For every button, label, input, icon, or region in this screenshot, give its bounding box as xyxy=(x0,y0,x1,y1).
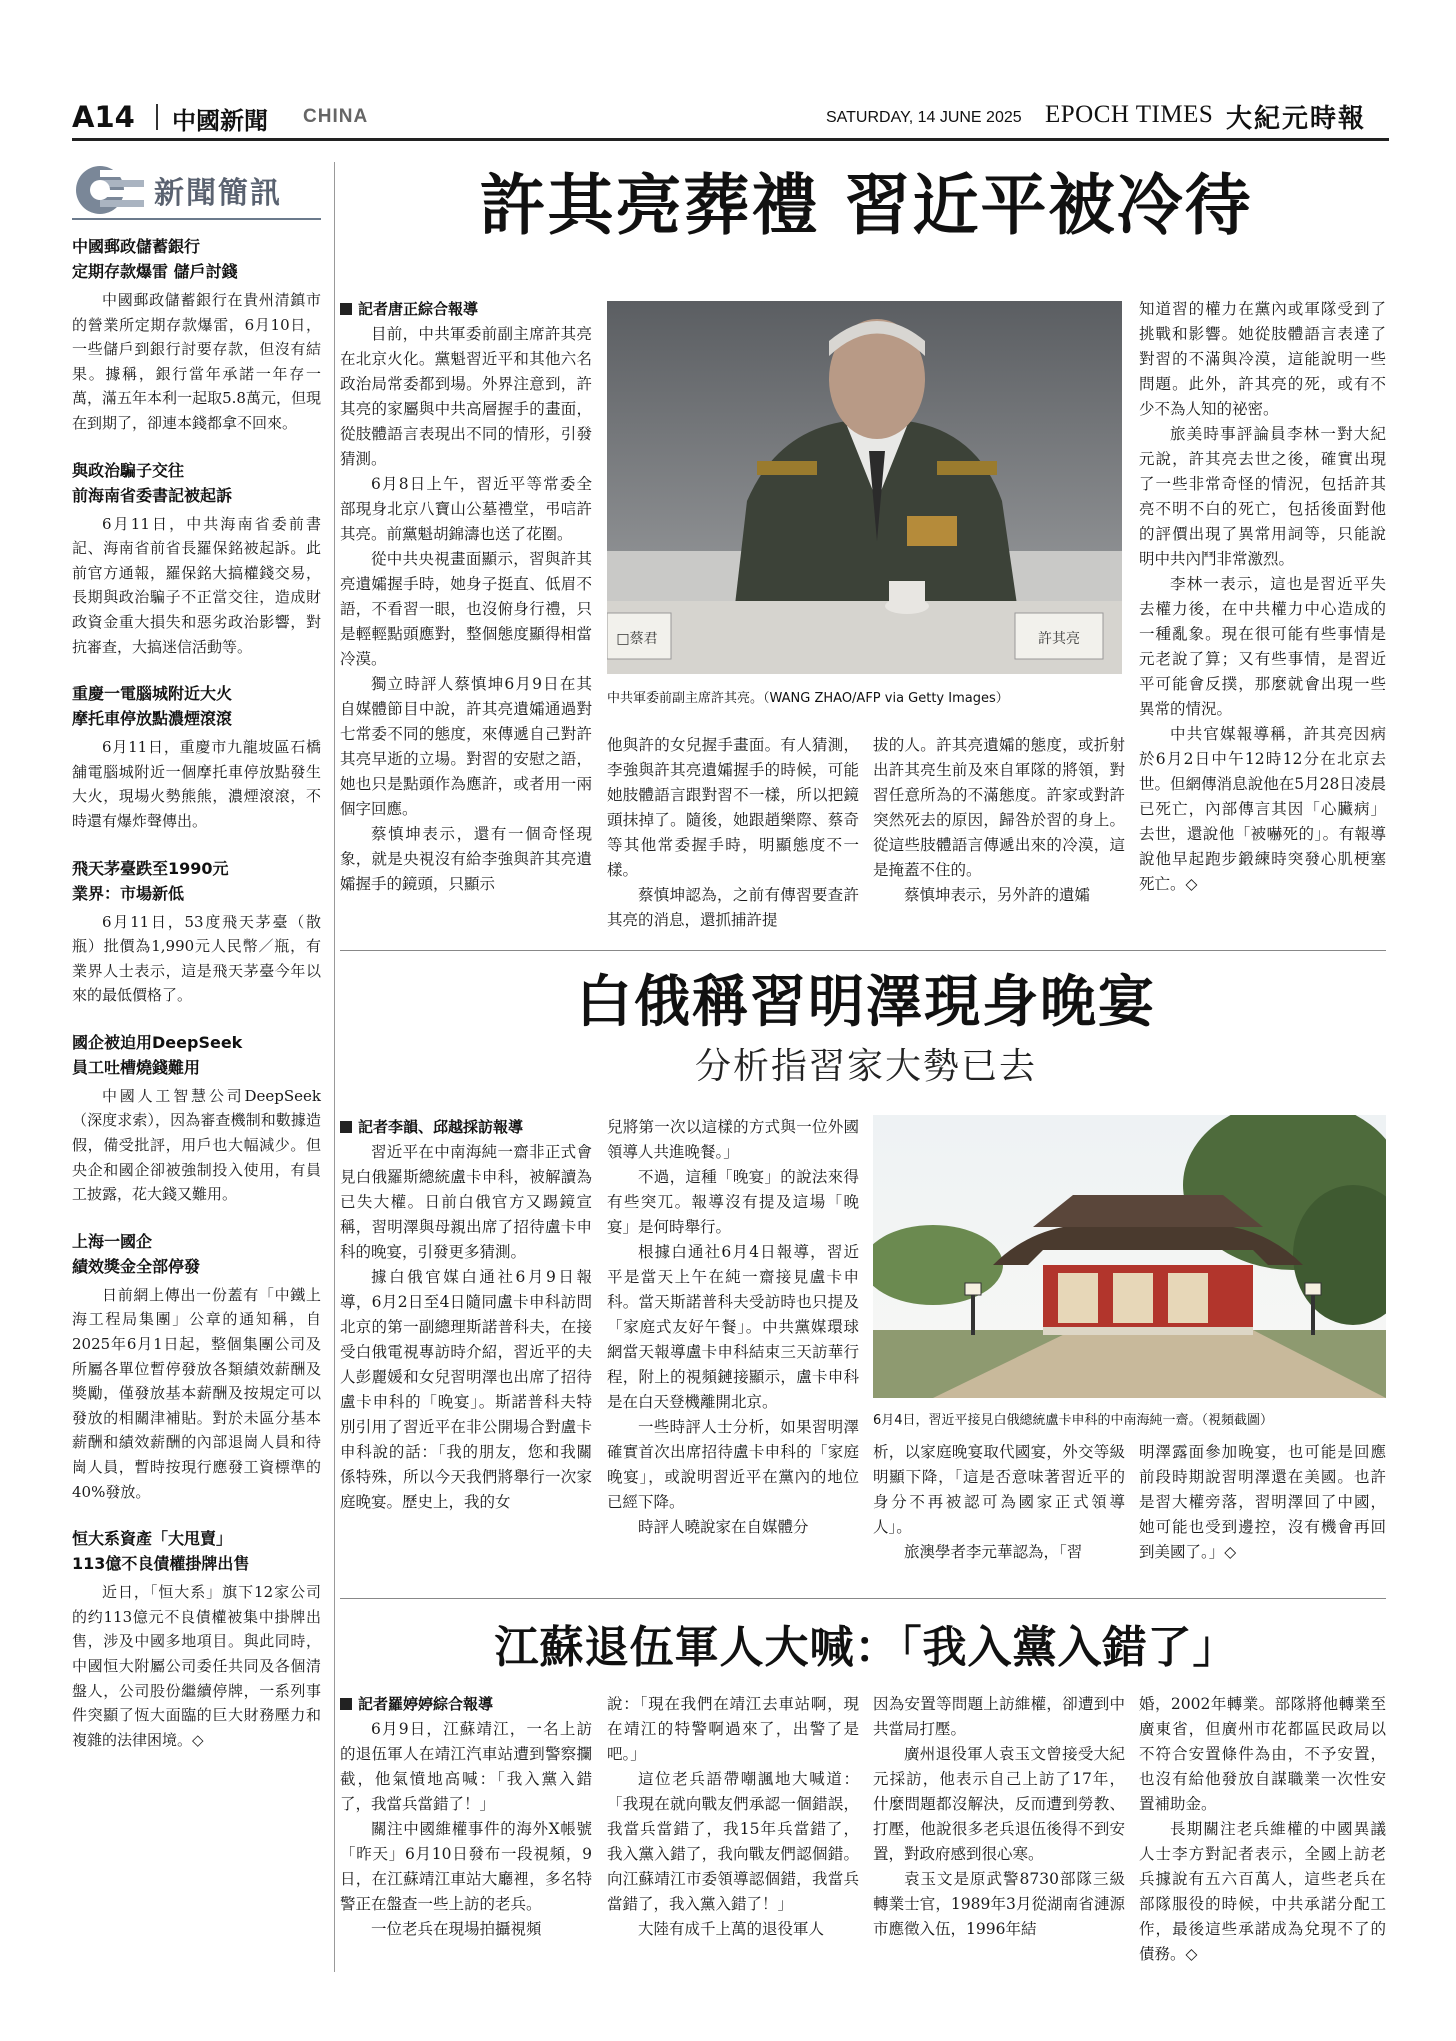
article-paragraph: 不過，這種「晚宴」的說法來得有些突兀。報導沒有提及這場「晚宴」是何時舉行。 xyxy=(607,1168,859,1236)
story1-column-4 xyxy=(1139,297,1386,897)
story2-column-3 xyxy=(873,1440,1125,1565)
story1-caption: 中共軍委前副主席許其亮。（WANG ZHAO/AFP via Getty Images） xyxy=(607,691,1009,706)
story-divider xyxy=(340,1598,1386,1599)
article-paragraph: 明澤露面參加晚宴，也可能是回應前段時期說習明澤還在美國。也許是習大權旁落，習明澤回了中國，她可能也受到邊控，沒有機會再回到美國了。」◇ xyxy=(1139,1443,1386,1561)
briefs-logo-icon xyxy=(74,164,146,216)
photo-placard-right: 許其亮 xyxy=(1038,631,1080,647)
story3-byline-text: 記者羅婷婷綜合報導 xyxy=(358,1695,494,1713)
story3-column-4 xyxy=(1139,1692,1386,1967)
article-paragraph: 李林一表示，這也是習近平失去權力後，在中共權力中心造成的一種亂象。現在很可能有些事情是元老說了算；又有些事情，是習近平可能會反撲，那麼就會出現一些異常的情況。 xyxy=(1139,575,1386,718)
section-title: 中國新聞 xyxy=(172,107,268,135)
brief-body: 6月11日，重慶市九龍坡區石橋舖電腦城附近一個摩托車停放點發生大火，現場火勢熊熊，濃煙滾滾，不時還有爆炸聲傳出。 xyxy=(72,738,321,830)
story2-caption: 6月4日，習近平接見白俄總統盧卡申科的中南海純一齋。（視頻截圖） xyxy=(873,1413,1274,1428)
story3-headline: 江蘇退伍軍人大喊：「我入黨入錯了」 xyxy=(494,1622,1238,1673)
brief-item xyxy=(72,1526,321,1752)
article-paragraph: 蔡慎坤表示，另外許的遺孀 xyxy=(904,886,1091,904)
article-paragraph: 6月8日上午，習近平等常委全部現身北京八寶山公墓禮堂，弔唁許其亮。前黨魁胡錦濤也送了花圈。 xyxy=(340,475,592,543)
issue-date: SATURDAY, 14 JUNE 2025 xyxy=(826,109,1022,126)
photo-placard-left: □蔡君 xyxy=(616,631,658,647)
article-paragraph: 這位老兵語帶嘲諷地大喊道：「我現在就向戰友們承認一個錯誤，我當兵當錯了，我15年兵當錯了，我入黨入錯了，我向戰友們認個錯。向江蘇靖江市委領導認個錯，我當兵當錯了，我入黨入錯了！」 xyxy=(607,1770,859,1913)
article-paragraph: 關注中國維權事件的海外X帳號「昨天」6月10日發布一段視頻，9日，在江蘇靖江車站大廳裡，多名特警正在盤查一些上訪的老兵。 xyxy=(340,1820,592,1913)
brief-item xyxy=(72,1030,321,1207)
brief-body: 中國郵政儲蓄銀行在貴州清鎮市的營業所定期存款爆雷，6月10日，一些儲戶到銀行討要存款，但沒有結果。據稱，銀行當年承諾一年存一萬，滿五年本利一起取5.8萬元，但現在到期了，卻連本錢都拿不回來。 xyxy=(72,291,321,432)
article-paragraph: 時評人曉說家在自媒體分 xyxy=(638,1518,809,1536)
story1-photo xyxy=(607,301,1122,674)
article-paragraph: 旅美時事評論員李林一對大紀元說，許其亮去世之後，確實出現了一些非常奇怪的情況，包括許其亮不明不白的死亡，包括後面對他的評價出現了異常用詞等，只能說明中共內鬥非常激烈。 xyxy=(1139,425,1386,568)
article-paragraph: 蔡慎坤表示，還有一個奇怪現象，就是央視沒有給李強與許其亮遺孀握手的鏡頭，只顯示 xyxy=(340,825,592,893)
brief-item xyxy=(72,681,321,833)
brief-item xyxy=(72,1229,321,1504)
briefs-logo xyxy=(72,160,321,220)
article-paragraph: 中共官媒報導稱，許其亮因病於6月2日中午12時12分在北京去世。但網傳消息說他在5月28日凌晨已死亡，內部傳言其因「心臟病」去世，還說他「被嚇死的」。有報導說他早起跑步鍛練時突發心肌梗塞死亡。◇ xyxy=(1139,725,1386,893)
article-paragraph: 旅澳學者李元華認為，「習 xyxy=(904,1543,1083,1561)
brief-title: 重慶一電腦城附近大火 摩托車停放點濃煙滾滾 xyxy=(72,684,233,729)
article-paragraph: 析，以家庭晚宴取代國宴，外交等級明顯下降，「這是否意味著習近平的身分不再被認可為國家正式領導人」。 xyxy=(873,1443,1125,1536)
article-paragraph: 因為安置等問題上訪維權，卻遭到中共當局打壓。 xyxy=(873,1695,1125,1738)
article-paragraph: 他與許的女兒握手畫面。有人猜測，李強與許其亮遺孀握手的時候，可能她肢體語言跟對習不一樣，所以把鏡頭抹掉了。隨後，她跟趙樂際、蔡奇等其他常委握手時，明顯態度不一樣。 xyxy=(607,736,859,879)
story2-photo xyxy=(873,1115,1386,1398)
masthead-zh: 大紀元時報 xyxy=(1226,104,1367,134)
story2-column-4 xyxy=(1139,1440,1386,1565)
brief-title: 恒大系資產「大甩賣」 113億不良債權掛牌出售 xyxy=(72,1529,250,1574)
story3-column-1 xyxy=(340,1692,592,1942)
story1-column-2 xyxy=(607,733,859,933)
article-paragraph: 知道習的權力在黨內或軍隊受到了挑戰和影響。她從肢體語言表達了對習的不滿與冷漠，這能說明一些問題。此外，許其亮的死，或有不少不為人知的祕密。 xyxy=(1139,300,1386,418)
story2-column-2 xyxy=(607,1115,859,1540)
story3-column-2 xyxy=(607,1692,859,1942)
story1-byline-text: 記者唐正綜合報導 xyxy=(358,300,479,318)
article-paragraph: 長期關注老兵維權的中國異議人士李方對記者表示，全國上訪老兵據說有五六百萬人，這些老兵在部隊服役的時候，中共承諾分配工作，最後這些承諾成為兌現不了的債務。◇ xyxy=(1139,1820,1386,1963)
brief-title: 與政治騙子交往 前海南省委書記被起訴 xyxy=(72,460,233,505)
brief-body: 6月11日，中共海南省委前書記、海南省前省長羅保銘被起訴。此前官方通報，羅保銘大搞權錢交易，長期與政治騙子不正當交往，造成財政資金重大損失和惡劣政治影響，對抗審查，大搞迷信活動等。 xyxy=(72,514,321,656)
brief-body: 日前網上傳出一份蓋有「中鐵上海工程局集團」公章的通知稱，自2025年6月1日起，整個集團公司及所屬各單位暫停發放各類績效薪酬及獎勵，僅發放基本薪酬及按規定可以發放的相關津補貼。對於未區分基本薪酬和績效薪酬的內部退崗人員和待崗人員，暫時按現行應發工資標準的40%發放。 xyxy=(72,1285,321,1501)
brief-body: 中國人工智慧公司DeepSeek（深度求索），因為審查機制和數據造假，備受批評，用戶也大幅減少。但央企和國企卻被強制投入使用，有員工披露，花大錢又難用。 xyxy=(72,1086,321,1204)
story1-column-3 xyxy=(873,733,1125,908)
story-divider xyxy=(340,950,1386,951)
article-paragraph: 一些時評人士分析，如果習明澤確實首次出席招待盧卡申科的「家庭晚宴」，或說明習近平在黨內的地位已經下降。 xyxy=(607,1418,859,1511)
brief-item xyxy=(72,458,321,660)
column-divider xyxy=(334,162,335,1972)
story3-byline xyxy=(340,1692,592,1717)
article-paragraph: 拔的人。許其亮遺孀的態度，或折射出許其亮生前及來自軍隊的將領，對習任意所為的不滿態度。許家或對許突然死去的原因，歸咎於習的身上。從這些肢體語言傳遞出來的冷漠，這是掩蓋不住的。 xyxy=(873,736,1125,879)
story3-column-3 xyxy=(873,1692,1125,1942)
story2-column-1 xyxy=(340,1115,592,1515)
article-paragraph: 兒將第一次以這樣的方式與一位外國領導人共進晚餐。」 xyxy=(607,1118,859,1161)
article-paragraph: 據白俄官媒白通社6月9日報導，6月2日至4日隨同盧卡申科訪問北京的第一副總理斯諾普科夫，在接受白俄電視專訪時介紹，習近平的夫人彭麗媛和女兒習明澤也出席了招待盧卡申科的「晚宴」。斯諾普科夫特別引用了習近平在非公開場合對盧卡申科說的話：「我的朋友，您和我關係特殊，所以今天我們將舉行一次家庭晚宴。歷史上，我的女 xyxy=(340,1268,592,1511)
header-rule xyxy=(72,138,1389,141)
article-paragraph: 袁玉文是原武警8730部隊三級轉業士官，1989年3月從湖南省漣源市應徵入伍，1996年結 xyxy=(873,1870,1125,1938)
news-briefs-column xyxy=(72,160,321,1774)
story2-byline-text: 記者李韻、邱越採訪報導 xyxy=(358,1118,524,1136)
story1-headline: 許其亮葬禮 習近平被冷待 xyxy=(479,166,1253,244)
briefs-logo-label: 新聞簡訊 xyxy=(154,176,282,211)
article-paragraph: 目前，中共軍委前副主席許其亮在北京火化。黨魁習近平和其他六名政治局常委都到場。外界注意到，許其亮的家屬與中共高層握手的畫面，從肢體語言表現出不同的情形，引發猜測。 xyxy=(340,325,592,468)
brief-body: 6月11日，53度飛天茅臺（散瓶）批價為1,990元人民幣／瓶，有業界人士表示，這是飛天茅臺今年以來的最低價格了。 xyxy=(72,912,321,1005)
page-number: A14 xyxy=(72,100,135,134)
article-paragraph: 根據白通社6月4日報導，習近平是當天上午在純一齋接見盧卡申科。當天斯諾普科夫受訪時也只提及「家庭式友好午餐」。中共黨媒環球網當天報導盧卡申科結束三天訪華行程，附上的視頻鏈接顯示，盧卡申科是在白天登機離開北京。 xyxy=(607,1243,859,1411)
article-paragraph: 習近平在中南海純一齋非正式會見白俄羅斯總統盧卡申科，被解讀為已失大權。日前白俄官方又踢鏡宣稱，習明澤與母親出席了招待盧卡申科的晚宴，引發更多猜測。 xyxy=(340,1143,592,1261)
article-paragraph: 蔡慎坤認為，之前有傳習要查許其亮的消息，還抓捕許提 xyxy=(607,886,859,929)
brief-title: 國企被迫用DeepSeek 員工吐槽燒錢難用 xyxy=(72,1032,243,1077)
brief-title: 上海一國企 績效獎金全部停發 xyxy=(72,1231,201,1276)
story2-byline xyxy=(340,1115,592,1140)
article-paragraph: 獨立時評人蔡慎坤6月9日在其自媒體節目中說，許其亮遺孀通過對七常委不同的態度，來傳遞自己對許其亮早逝的立場。對習的安慰之語，她也只是點頭作為應許，或者用一兩個字回應。 xyxy=(340,675,592,818)
story2-headline: 白俄稱習明澤現身晚宴 xyxy=(576,970,1156,1035)
article-paragraph: 6月9日，江蘇靖江，一名上訪的退伍軍人在靖江汽車站遭到警察攔截，他氣憤地高喊：「我入黨入錯了，我當兵當錯了！」 xyxy=(340,1720,592,1813)
story2-subheadline: 分析指習家大勢已去 xyxy=(694,1046,1037,1087)
brief-body: 近日，「恒大系」旗下12家公司的约113億元不良債權被集中掛牌出售，涉及中國多地項目。與此同時，中國恒大附屬公司委任共同及各個清盤人，公司股份繼續停牌，一系列事件突顯了恆大面臨的巨大財務壓力和複雜的法律困境。◇ xyxy=(72,1583,321,1749)
section-title-en: CHINA xyxy=(303,106,369,127)
brief-title: 飛天茅臺跌至1990元 業界：市場新低 xyxy=(72,858,229,903)
masthead-en: EPOCH TIMES xyxy=(1045,101,1214,128)
article-paragraph: 廣州退役軍人袁玉文曾接受大紀元採訪，他表示自己上訪了17年，什麼問題都沒解決，反而遭到勞教、打壓，他說很多老兵退伍後得不到安置，對政府感到很心寒。 xyxy=(873,1745,1125,1863)
brief-title: 中國郵政儲蓄銀行 定期存款爆雷 儲戶討錢 xyxy=(72,237,238,281)
article-paragraph: 說：「現在我們在靖江去車站啊，現在靖江的特警啊過來了，出警了是吧。」 xyxy=(607,1695,859,1763)
article-paragraph: 婚，2002年轉業。部隊將他轉業至廣東省，但廣州市花都區民政局以不符合安置條件為由，不予安置，也沒有給他發放自謀職業一次性安置補助金。 xyxy=(1139,1695,1386,1813)
header-divider xyxy=(156,104,158,130)
article-paragraph: 大陸有成千上萬的退役軍人 xyxy=(638,1920,825,1938)
brief-item xyxy=(72,234,321,436)
story1-column-1 xyxy=(340,297,592,897)
briefs-list xyxy=(72,234,321,1752)
pavilion-image xyxy=(873,1115,1386,1398)
article-paragraph: 從中共央視畫面顯示，習與許其亮遺孀握手時，她身子挺直、低眉不語，不看習一眼，也沒俯身行禮，只是輕輕點頭應對，整個態度顯得相當冷漠。 xyxy=(340,550,592,668)
brief-item xyxy=(72,856,321,1008)
story1-byline xyxy=(340,297,592,322)
article-paragraph: 一位老兵在現場拍攝視頻 xyxy=(371,1920,542,1938)
general-portrait-image xyxy=(607,301,1122,674)
